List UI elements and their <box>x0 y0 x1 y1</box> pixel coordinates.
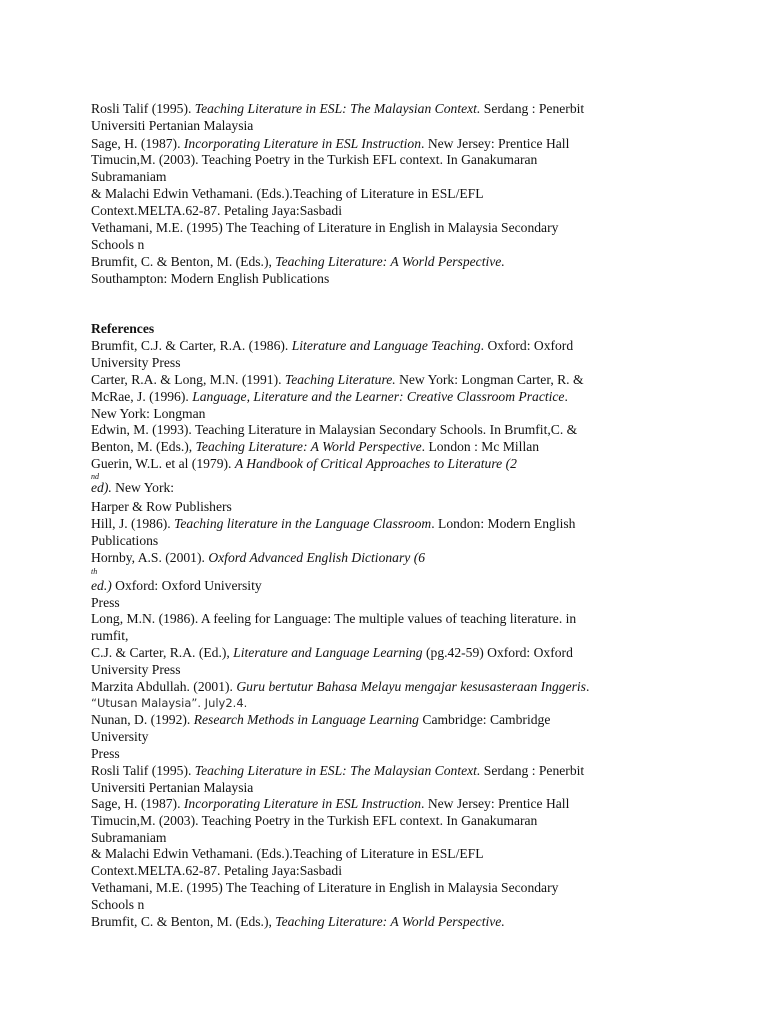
reference-line: Timucin,M. (2003). Teaching Poetry in the Turkish EFL context. In Ganakumaran <box>91 813 538 828</box>
reference-line: Universiti Pertanian Malaysia <box>91 118 254 133</box>
reference-line: Universiti Pertanian Malaysia <box>91 780 254 795</box>
reference-line: Subramaniam <box>91 830 167 845</box>
reference-line: Schools n <box>91 897 145 912</box>
reference-line: Rosli Talif (1995). Teaching Literature in ESL: The Malaysian Context. Serdang : Penerbit <box>91 763 585 778</box>
reference-line: Nunan, D. (1992). Research Methods in Language Learning Cambridge: Cambridge <box>91 712 551 727</box>
reference-line: Context.MELTA.62-87. Petaling Jaya:Sasbadi <box>91 203 342 218</box>
reference-line: Hornby, A.S. (2001). Oxford Advanced English Dictionary (6 <box>91 550 426 565</box>
reference-line: C.J. & Carter, R.A. (Ed.), Literature and Language Learning (pg.42-59) Oxford: Oxford <box>91 645 573 660</box>
reference-line: University Press <box>91 662 181 677</box>
reference-line: Southampton: Modern English Publications <box>91 271 330 286</box>
reference-line: Context.MELTA.62-87. Petaling Jaya:Sasbadi <box>91 863 342 878</box>
reference-line: Brumfit, C.J. & Carter, R.A. (1986). Literature and Language Teaching. Oxford: Oxford <box>91 338 574 353</box>
reference-line: Timucin,M. (2003). Teaching Poetry in the Turkish EFL context. In Ganakumaran <box>91 152 538 167</box>
reference-line: Publications <box>91 533 159 548</box>
ordinal-superscript: nd <box>91 472 99 481</box>
reference-line: University <box>91 729 149 744</box>
reference-line: Edwin, M. (1993). Teaching Literature in Malaysian Secondary Schools. In Brumfit,C. & <box>91 422 578 437</box>
reference-line: University Press <box>91 355 181 370</box>
reference-line: “Utusan Malaysia”. July2.4. <box>91 696 248 710</box>
reference-line: Press <box>91 746 120 761</box>
reference-line: McRae, J. (1996). Language, Literature and the Learner: Creative Classroom Practice. <box>91 389 568 404</box>
reference-line: & Malachi Edwin Vethamani. (Eds.).Teaching of Literature in ESL/EFL <box>91 846 484 861</box>
reference-line: Benton, M. (Eds.), Teaching Literature: A World Perspective. London : Mc Millan <box>91 439 540 454</box>
reference-line: Sage, H. (1987). Incorporating Literature in ESL Instruction. New Jersey: Prentice Hall <box>91 796 570 811</box>
reference-line: Brumfit, C. & Benton, M. (Eds.), Teaching Literature: A World Perspective. <box>91 254 505 269</box>
ordinal-superscript: th <box>91 567 98 576</box>
reference-line: Marzita Abdullah. (2001). Guru bertutur Bahasa Melayu mengajar kesusasteraan Inggeris. <box>91 679 590 694</box>
reference-line: Long, M.N. (1986). A feeling for Language: The multiple values of teaching literature. in <box>91 611 577 626</box>
reference-line: rumfit, <box>91 628 129 643</box>
reference-line: ed). New York: <box>91 480 175 495</box>
reference-line: Harper & Row Publishers <box>91 499 232 514</box>
reference-line: Schools n <box>91 237 145 252</box>
reference-line: Vethamani, M.E. (1995) The Teaching of Literature in English in Malaysia Secondary <box>91 220 559 235</box>
reference-line: & Malachi Edwin Vethamani. (Eds.).Teaching of Literature in ESL/EFL <box>91 186 484 201</box>
reference-line: Hill, J. (1986). Teaching literature in the Language Classroom. London: Modern English <box>91 516 576 531</box>
reference-line: Press <box>91 595 120 610</box>
reference-line: New York: Longman <box>91 406 206 421</box>
references-heading: References <box>91 321 155 336</box>
reference-line: Sage, H. (1987). Incorporating Literature in ESL Instruction. New Jersey: Prentice Hall <box>91 136 570 151</box>
reference-line: Brumfit, C. & Benton, M. (Eds.), Teaching Literature: A World Perspective. <box>91 914 505 929</box>
reference-line: Rosli Talif (1995). Teaching Literature in ESL: The Malaysian Context. Serdang : Penerbit <box>91 101 585 116</box>
reference-line: Subramaniam <box>91 169 167 184</box>
reference-line: Vethamani, M.E. (1995) The Teaching of Literature in English in Malaysia Secondary <box>91 880 559 895</box>
reference-line: Carter, R.A. & Long, M.N. (1991). Teaching Literature. New York: Longman Carter, R. & <box>91 372 584 387</box>
reference-line: Guerin, W.L. et al (1979). A Handbook of Critical Approaches to Literature (2 <box>91 456 517 471</box>
reference-line: ed.) Oxford: Oxford University <box>91 578 262 593</box>
